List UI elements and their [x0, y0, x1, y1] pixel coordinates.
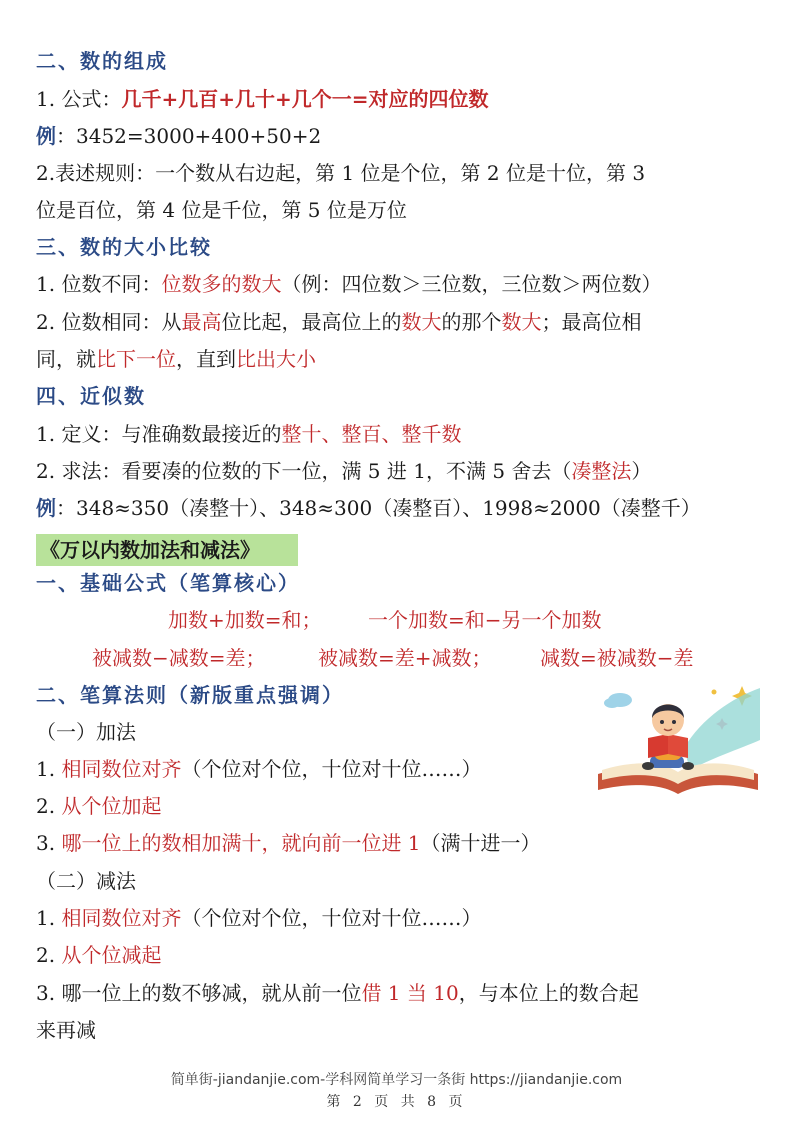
section-title-approximation: 四、近似数: [36, 384, 146, 408]
text: （个位对个位，十位对十位……）: [181, 757, 482, 781]
chapter-title: 《万以内数加法和减法》: [40, 538, 260, 562]
subtraction-rule-2: [36, 940, 161, 970]
separator: 、: [381, 422, 402, 446]
text: （满十进一）: [420, 831, 541, 855]
highlight: 数大: [501, 310, 542, 334]
section-title-written-rules: 二、笔算法则（新版重点强调）: [36, 683, 344, 707]
text: 1. 位数不同：: [36, 272, 162, 296]
text: 2. 求法：看要凑的位数的下一位，满 5 进 1，不满 5 舍去（: [36, 459, 572, 483]
text: （例：四位数＞三位数，三位数＞两位数）: [281, 272, 662, 296]
highlight: 相同数位对齐: [61, 757, 182, 781]
highlight: 整十: [281, 422, 322, 446]
separator: 、: [321, 422, 342, 446]
highlight: 位数多的数大: [161, 272, 282, 296]
text: ，与本位上的数合起: [458, 981, 639, 1005]
highlight: 整千数: [401, 422, 462, 446]
example-line: [36, 121, 321, 151]
subtraction-rule-3-cont: 来再减: [36, 1018, 96, 1042]
example-text: ：3452=3000+400+50+2: [56, 124, 322, 148]
example-text: ：348≈350（凑整十）、348≈300（凑整百）、1998≈2000（凑整千）: [56, 496, 701, 520]
highlight: 借 1 当 10: [361, 981, 459, 1005]
highlight: 从个位加起: [61, 794, 162, 818]
formula-minuend: 被减数=差+减数；: [318, 646, 492, 670]
text: 2.: [36, 794, 62, 818]
section-title-comparison: 三、数的大小比较: [36, 235, 212, 259]
formula-addend: 一个加数=和−另一个加数: [368, 608, 602, 632]
highlight: 比下一位: [96, 347, 176, 371]
subtraction-rule-3: [36, 978, 639, 1008]
footer-source: 简单街-jiandanjie.com-学科网简单学习一条街 https://jiandanjie.com: [170, 1072, 623, 1088]
page-number: 第 2 页 共 8 页: [326, 1094, 467, 1110]
formula-addition: 加数+加数=和；: [168, 608, 322, 632]
text: 1. 定义：与准确数最接近的: [36, 422, 282, 446]
highlight: 从个位减起: [61, 943, 162, 967]
boy-reading-book-icon: [592, 678, 762, 806]
formula-text: 几千+几百+几十+几个一=对应的四位数: [121, 87, 489, 111]
text: 的那个: [441, 310, 502, 334]
approx-line-2: [36, 456, 651, 486]
highlight: 哪一位上的数相加满十，就向前一位进 1: [61, 831, 421, 855]
example-label: 例: [36, 496, 56, 520]
approx-line-1: [36, 419, 461, 449]
section-title-formulas: 一、基础公式（笔算核心）: [36, 571, 300, 595]
highlight: 数大: [401, 310, 442, 334]
compare-line-3: [36, 344, 316, 374]
text: ；最高位相: [541, 310, 642, 334]
text: 1.: [36, 757, 62, 781]
text: （个位对个位，十位对十位……）: [181, 906, 482, 930]
highlight: 整百: [341, 422, 382, 446]
addition-rule-3: [36, 828, 541, 858]
text: 3.: [36, 831, 62, 855]
text: 1.: [36, 906, 62, 930]
highlight: 比出大小: [236, 347, 316, 371]
rule-line-2: 位是百位，第 4 位是千位，第 5 位是万位: [36, 198, 407, 222]
approx-example-line: [36, 493, 701, 523]
addition-rule-2: [36, 791, 161, 821]
addition-title: （一）加法: [36, 720, 136, 744]
text: ）: [631, 459, 652, 483]
text: 2. 位数相同：从: [36, 310, 182, 334]
section-title-composition: 二、数的组成: [36, 49, 168, 73]
text: 3. 哪一位上的数不够减，就从前一位: [36, 981, 362, 1005]
highlight: 最高: [181, 310, 222, 334]
rule-line-1: 2.表述规则：一个数从右边起，第 1 位是个位，第 2 位是十位，第 3: [36, 161, 646, 185]
addition-rule-1: [36, 754, 481, 784]
compare-line-1: [36, 269, 661, 299]
text: 位比起，最高位上的: [221, 310, 402, 334]
chapter-banner: [36, 534, 298, 566]
subtraction-title: （二）减法: [36, 869, 136, 893]
formula-line: [36, 84, 488, 114]
subtraction-rule-1: [36, 903, 481, 933]
example-label: 例: [36, 124, 56, 148]
text: 同，就: [36, 347, 96, 371]
highlight: 凑整法: [571, 459, 632, 483]
formula-subtrahend: 减数=被减数−差: [540, 646, 694, 670]
text: 2.: [36, 943, 62, 967]
highlight: 相同数位对齐: [61, 906, 182, 930]
formula-prefix: 1. 公式：: [36, 87, 122, 111]
text: ，直到: [176, 347, 236, 371]
formula-subtraction: 被减数−减数=差；: [92, 646, 266, 670]
compare-line-2: [36, 307, 641, 337]
